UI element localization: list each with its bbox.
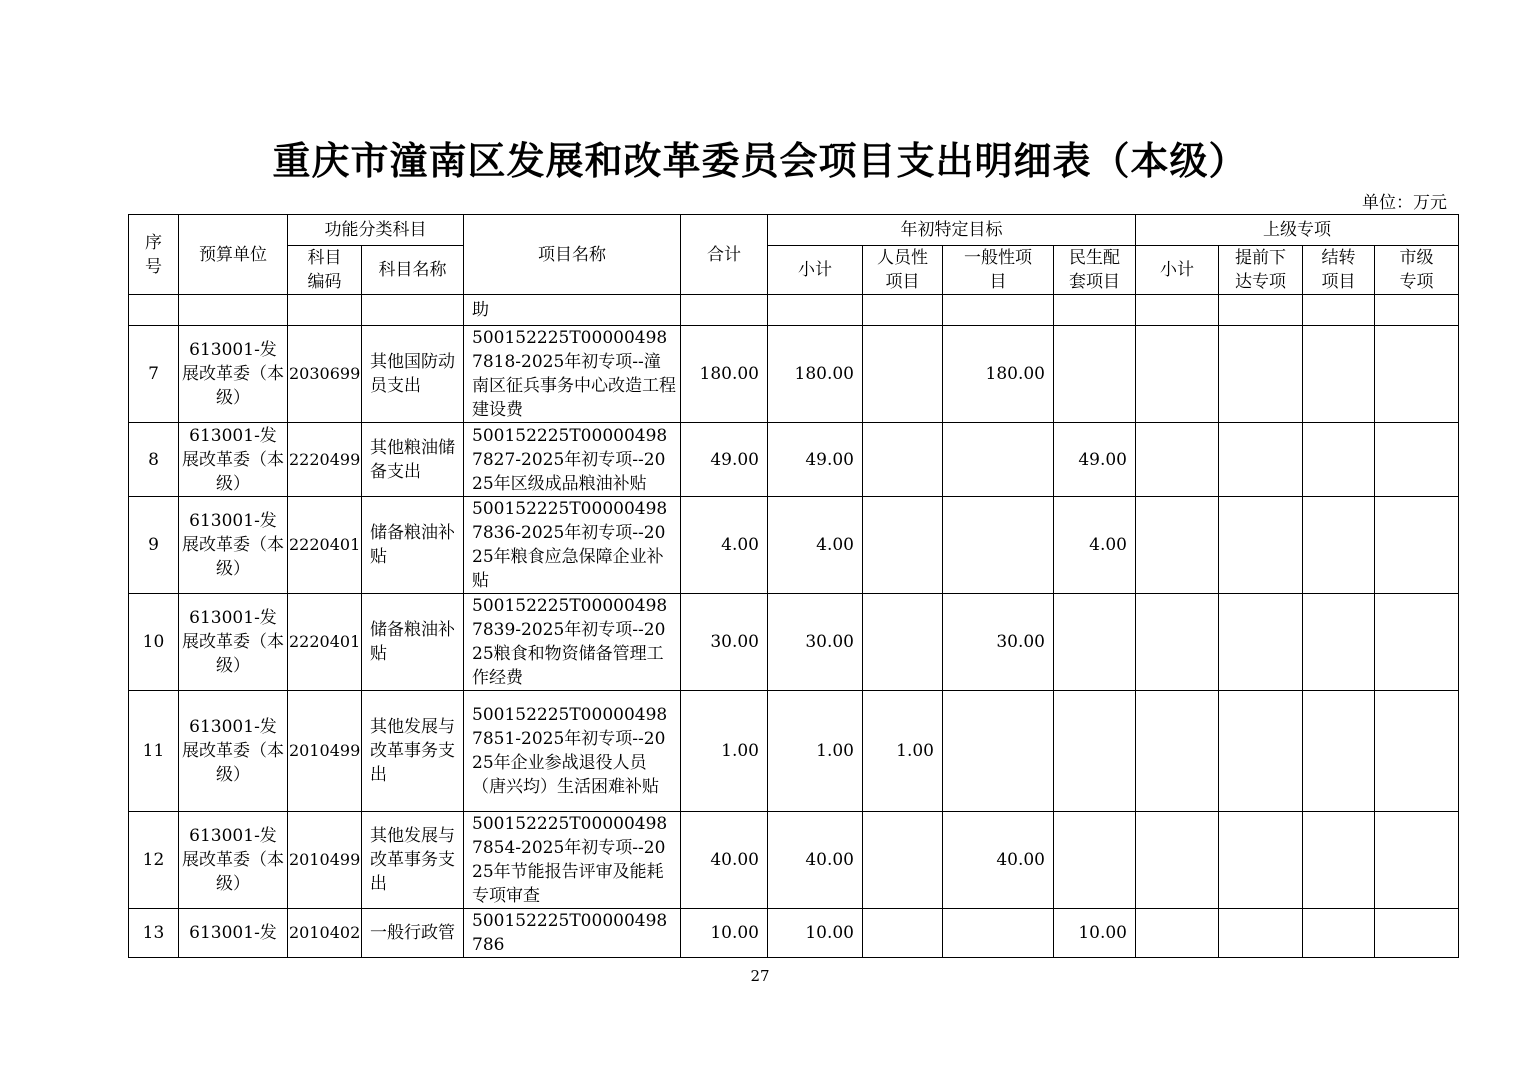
header-livelihood: 民生配套项目 xyxy=(1054,246,1136,295)
cell-general: 180.00 xyxy=(943,326,1054,423)
cell-annual-subtotal: 180.00 xyxy=(768,326,863,423)
cell-total: 10.00 xyxy=(681,909,768,958)
cell-annual-subtotal: 1.00 xyxy=(768,691,863,812)
cell-livelihood xyxy=(1054,326,1136,423)
cell-subject-code: 2010402 xyxy=(288,909,362,958)
cell-general xyxy=(943,691,1054,812)
cell-budget-unit: 613001-发 xyxy=(179,909,288,958)
cell-livelihood: 10.00 xyxy=(1054,909,1136,958)
cell-carryover xyxy=(1303,594,1375,691)
cell-subject-code: 2030699 xyxy=(288,326,362,423)
table-row xyxy=(129,326,1459,423)
cell-annual-subtotal: 4.00 xyxy=(768,497,863,594)
header-personnel: 人员性项目 xyxy=(863,246,943,295)
cell-total: 40.00 xyxy=(681,812,768,909)
cell-total: 1.00 xyxy=(681,691,768,812)
cell-subject-name: 其他粮油储备支出 xyxy=(362,423,464,497)
cell-subject-name: 其他国防动员支出 xyxy=(362,326,464,423)
cell-seq: 9 xyxy=(129,497,179,594)
cell-advance xyxy=(1219,423,1303,497)
cell-carryover xyxy=(1303,423,1375,497)
cell-personnel xyxy=(863,423,943,497)
cell-livelihood xyxy=(1054,691,1136,812)
cell-subject-name: 储备粮油补贴 xyxy=(362,594,464,691)
unit-label: 单位：万元 xyxy=(1362,193,1447,213)
header-annual-subtotal: 小计 xyxy=(768,246,863,295)
header-carryover: 结转项目 xyxy=(1303,246,1375,295)
cell-subject-code: 2220401 xyxy=(288,594,362,691)
header-annual-target: 年初特定目标 xyxy=(768,215,1136,246)
cell-personnel xyxy=(863,594,943,691)
cell-livelihood xyxy=(1054,594,1136,691)
cell-project-name: 500152225T000004987854-2025年初专项--2025年节能报告评审及能耗专项审查 xyxy=(464,812,681,909)
cell-subject-name: 储备粮油补贴 xyxy=(362,497,464,594)
cell-advance xyxy=(1219,812,1303,909)
cell-superior-subtotal xyxy=(1136,691,1219,812)
table-row xyxy=(129,423,1459,497)
cell-general: 40.00 xyxy=(943,812,1054,909)
cell-carryover xyxy=(1303,691,1375,812)
cell-personnel xyxy=(863,909,943,958)
header-city: 市级专项 xyxy=(1375,246,1459,295)
cell-general xyxy=(943,909,1054,958)
cell-seq: 13 xyxy=(129,909,179,958)
table-row-carry xyxy=(129,295,1459,326)
cell-annual-subtotal: 40.00 xyxy=(768,812,863,909)
expenditure-table xyxy=(128,214,1459,958)
cell-city xyxy=(1375,423,1459,497)
cell-total: 180.00 xyxy=(681,326,768,423)
page-title: 重庆市潼南区发展和改革委员会项目支出明细表（本级） xyxy=(272,138,1248,183)
header-subject-name: 科目名称 xyxy=(362,246,464,295)
cell-subject-name: 一般行政管 xyxy=(362,909,464,958)
cell-subject-code: 2010499 xyxy=(288,691,362,812)
cell-city xyxy=(1375,326,1459,423)
cell-superior-subtotal xyxy=(1136,326,1219,423)
cell-general xyxy=(943,423,1054,497)
header-subject-code: 科目编码 xyxy=(288,246,362,295)
cell-budget-unit: 613001-发展改革委（本级） xyxy=(179,423,288,497)
header-superior-subtotal: 小计 xyxy=(1136,246,1219,295)
cell-budget-unit: 613001-发展改革委（本级） xyxy=(179,497,288,594)
cell-personnel xyxy=(863,497,943,594)
cell-general xyxy=(943,497,1054,594)
cell-project-name: 500152225T000004987827-2025年初专项--2025年区级成品粮油补贴 xyxy=(464,423,681,497)
cell-advance xyxy=(1219,594,1303,691)
cell-city xyxy=(1375,594,1459,691)
header-advance: 提前下达专项 xyxy=(1219,246,1303,295)
cell-project-name: 500152225T00000498786 xyxy=(464,909,681,958)
cell-carryover xyxy=(1303,497,1375,594)
cell-seq: 11 xyxy=(129,691,179,812)
cell-subject-name: 其他发展与改革事务支出 xyxy=(362,812,464,909)
cell-seq: 7 xyxy=(129,326,179,423)
table-row xyxy=(129,594,1459,691)
cell-personnel xyxy=(863,812,943,909)
cell-seq: 8 xyxy=(129,423,179,497)
cell-budget-unit: 613001-发展改革委（本级） xyxy=(179,812,288,909)
cell-livelihood: 49.00 xyxy=(1054,423,1136,497)
header-func-category: 功能分类科目 xyxy=(288,215,464,246)
cell-project-name: 500152225T000004987851-2025年初专项--2025年企业参战退役人员（唐兴均）生活困难补贴 xyxy=(464,691,681,812)
header-superior: 上级专项 xyxy=(1136,215,1459,246)
page-number: 27 xyxy=(750,967,770,985)
cell-subject-code: 2220401 xyxy=(288,497,362,594)
cell-advance xyxy=(1219,497,1303,594)
header-seq: 序号 xyxy=(129,215,179,295)
cell-seq: 10 xyxy=(129,594,179,691)
table-row xyxy=(129,497,1459,594)
cell-budget-unit: 613001-发展改革委（本级） xyxy=(179,326,288,423)
cell-annual-subtotal: 49.00 xyxy=(768,423,863,497)
cell-city xyxy=(1375,812,1459,909)
cell-seq: 12 xyxy=(129,812,179,909)
table-row xyxy=(129,691,1459,812)
table-row xyxy=(129,909,1459,958)
cell-city xyxy=(1375,497,1459,594)
cell-advance xyxy=(1219,909,1303,958)
cell-annual-subtotal: 10.00 xyxy=(768,909,863,958)
cell-subject-code: 2220499 xyxy=(288,423,362,497)
cell-personnel: 1.00 xyxy=(863,691,943,812)
header-general: 一般性项目 xyxy=(943,246,1054,295)
header-total: 合计 xyxy=(681,215,768,295)
cell-livelihood xyxy=(1054,812,1136,909)
cell-total: 49.00 xyxy=(681,423,768,497)
cell-carryover xyxy=(1303,909,1375,958)
cell-superior-subtotal xyxy=(1136,909,1219,958)
cell-subject-name: 其他发展与改革事务支出 xyxy=(362,691,464,812)
cell-advance xyxy=(1219,326,1303,423)
cell-total: 30.00 xyxy=(681,594,768,691)
cell-personnel xyxy=(863,326,943,423)
cell-subject-code: 2010499 xyxy=(288,812,362,909)
cell-general: 30.00 xyxy=(943,594,1054,691)
table-row xyxy=(129,812,1459,909)
cell-project-name: 500152225T000004987836-2025年初专项--2025年粮食应急保障企业补贴 xyxy=(464,497,681,594)
cell-budget-unit: 613001-发展改革委（本级） xyxy=(179,594,288,691)
cell-superior-subtotal xyxy=(1136,423,1219,497)
cell-total: 4.00 xyxy=(681,497,768,594)
cell-project-name: 500152225T000004987839-2025年初专项--2025粮食和物资储备管理工作经费 xyxy=(464,594,681,691)
cell-superior-subtotal xyxy=(1136,497,1219,594)
cell-city xyxy=(1375,691,1459,812)
cell-carryover xyxy=(1303,812,1375,909)
cell-superior-subtotal xyxy=(1136,812,1219,909)
cell-budget-unit: 613001-发展改革委（本级） xyxy=(179,691,288,812)
cell-annual-subtotal: 30.00 xyxy=(768,594,863,691)
cell-project-name: 500152225T000004987818-2025年初专项--潼南区征兵事务中心改造工程建设费 xyxy=(464,326,681,423)
cell-project: 助 xyxy=(464,295,681,326)
cell-carryover xyxy=(1303,326,1375,423)
cell-city xyxy=(1375,909,1459,958)
cell-advance xyxy=(1219,691,1303,812)
cell-superior-subtotal xyxy=(1136,594,1219,691)
cell-livelihood: 4.00 xyxy=(1054,497,1136,594)
header-budget-unit: 预算单位 xyxy=(179,215,288,295)
header-project-name: 项目名称 xyxy=(464,215,681,295)
